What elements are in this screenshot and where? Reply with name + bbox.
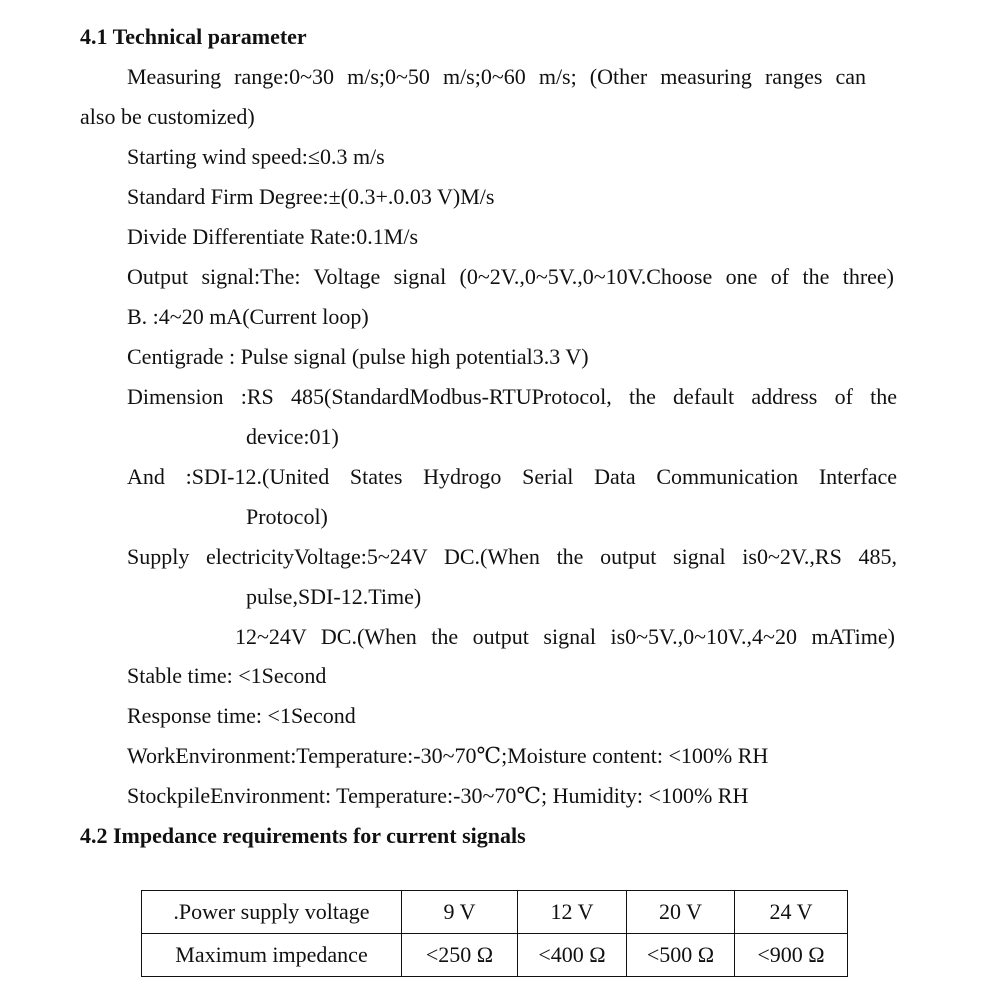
supply-voltage-line-1: Supply electricityVoltage:5~24V DC.(When the output signal is0~2V.,RS 485, — [127, 544, 897, 569]
work-environment: WorkEnvironment:Temperature:-30~70℃;Moisture content: <100% RH — [127, 743, 769, 768]
stockpile-environment: StockpileEnvironment: Temperature:-30~70℃; Humidity: <100% RH — [127, 783, 749, 808]
table-cell: .Power supply voltage — [142, 891, 402, 934]
rs485-line-1: Dimension :RS 485(StandardModbus-RTUProtocol, the default address of the — [127, 384, 897, 409]
response-time: Response time: <1Second — [127, 703, 356, 728]
table-cell: <400 Ω — [518, 934, 627, 977]
sdi12-line-2: Protocol) — [246, 504, 328, 529]
table-cell: <250 Ω — [402, 934, 518, 977]
output-signal-current-loop: B. :4~20 mA(Current loop) — [127, 304, 369, 329]
measuring-range-line-2: also be customized) — [80, 104, 255, 129]
table-cell: Maximum impedance — [142, 934, 402, 977]
table-cell: 9 V — [402, 891, 518, 934]
divide-differentiate-rate: Divide Differentiate Rate:0.1M/s — [127, 224, 419, 249]
table-cell: 20 V — [627, 891, 735, 934]
table-cell: 24 V — [735, 891, 848, 934]
section-4-2-heading: 4.2 Impedance requirements for current signals — [80, 823, 526, 848]
table-row — [142, 891, 848, 934]
supply-voltage-line-3: 12~24V DC.(When the output signal is0~5V.,0~10V.,4~20 mATime) — [235, 624, 895, 649]
rs485-line-2: device:01) — [246, 424, 339, 449]
table-cell: 12 V — [518, 891, 627, 934]
output-signal-voltage: Output signal:The: Voltage signal (0~2V.,0~5V.,0~10V.Choose one of the three) — [127, 264, 894, 289]
supply-voltage-line-2: pulse,SDI-12.Time) — [246, 584, 422, 609]
stable-time: Stable time: <1Second — [127, 663, 327, 688]
measuring-range-line-1: Measuring range:0~30 m/s;0~50 m/s;0~60 m/s; (Other measuring ranges can — [127, 64, 866, 89]
sdi12-line-1: And :SDI-12.(United States Hydrogo Serial Data Communication Interface — [127, 464, 897, 489]
starting-wind-speed: Starting wind speed:≤0.3 m/s — [127, 144, 385, 169]
impedance-table — [141, 890, 848, 977]
output-signal-pulse: Centigrade : Pulse signal (pulse high potential3.3 V) — [127, 344, 589, 369]
table-cell: <900 Ω — [735, 934, 848, 977]
table-cell: <500 Ω — [627, 934, 735, 977]
section-4-1-heading: 4.1 Technical parameter — [80, 24, 307, 49]
table-row — [142, 934, 848, 977]
standard-firm-degree: Standard Firm Degree:±(0.3+.0.03 V)M/s — [127, 184, 495, 209]
